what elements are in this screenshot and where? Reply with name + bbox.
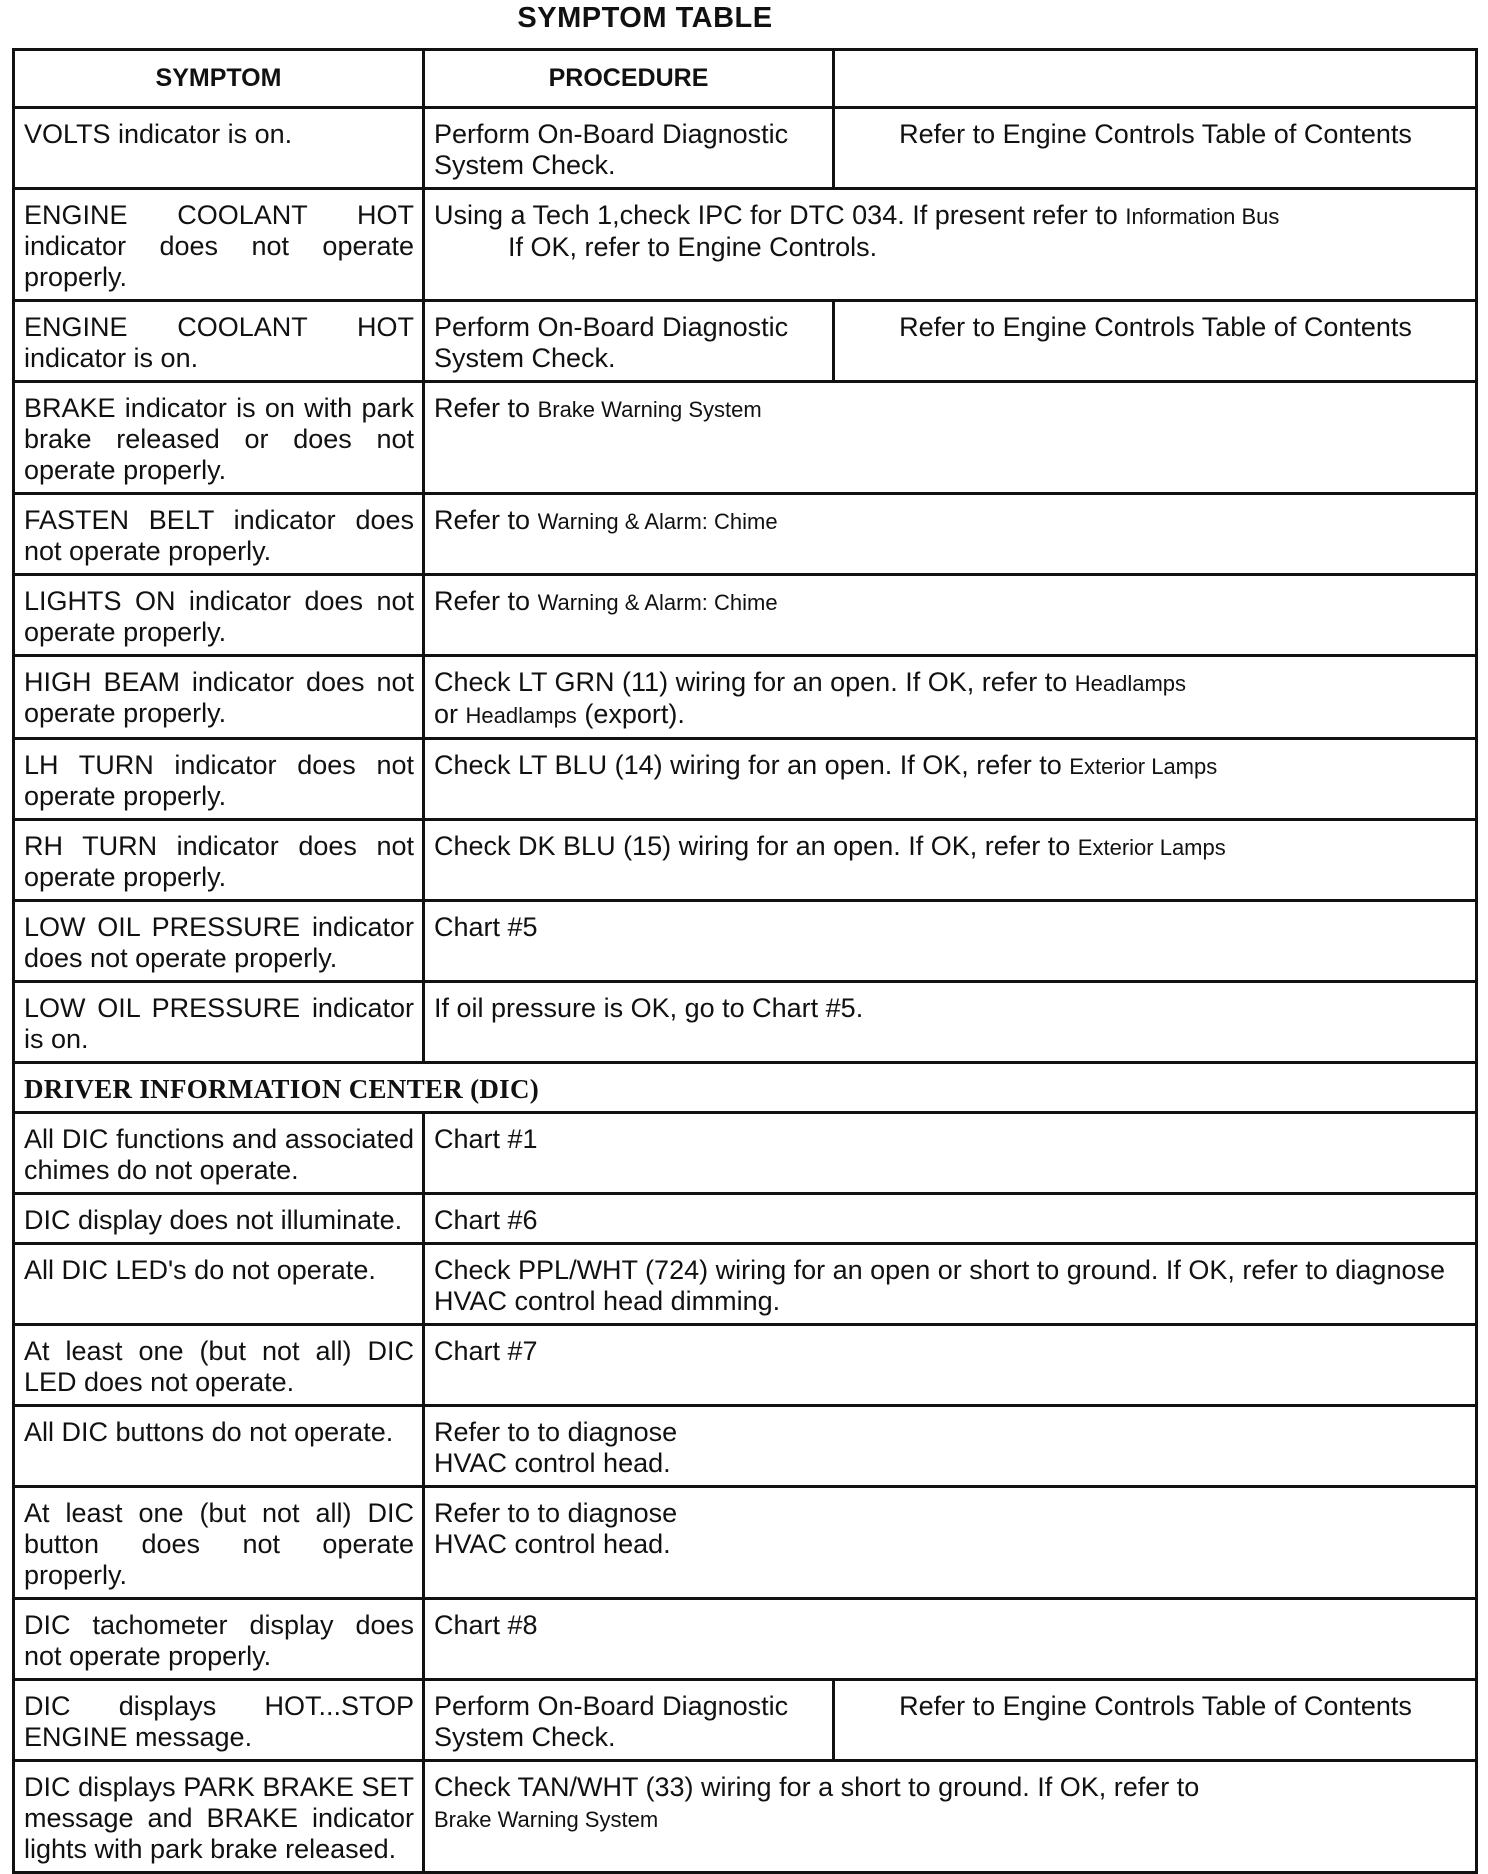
symptom-cell: At least one (but not all) DIC button does not operate properly. bbox=[14, 1487, 424, 1599]
note-cell: Refer to Engine Controls Table of Contents bbox=[834, 301, 1477, 382]
symptom-cell: All DIC LED's do not operate. bbox=[14, 1244, 424, 1325]
procedure-cell: Check PPL/WHT (724) wiring for an open or short to ground. If OK, refer to diagnose HVAC control head dimming. bbox=[424, 1244, 1477, 1325]
table-row bbox=[14, 820, 1477, 901]
table-row bbox=[14, 1325, 1477, 1406]
procedure-text: Refer to bbox=[434, 393, 531, 423]
reference-link[interactable]: Brake Warning System bbox=[434, 1807, 659, 1832]
symptom-cell: ENGINE COOLANT HOT indicator is on. bbox=[14, 301, 424, 382]
symptom-cell: HIGH BEAM indicator does not operate properly. bbox=[14, 656, 424, 739]
procedure-cell bbox=[424, 382, 1477, 494]
reference-link[interactable]: Warning & Alarm: Chime bbox=[537, 590, 778, 615]
procedure-cell bbox=[424, 820, 1477, 901]
symptom-cell: LOW OIL PRESSURE indicator does not operate properly. bbox=[14, 901, 424, 982]
reference-link[interactable]: Headlamps bbox=[465, 703, 577, 728]
procedure-text: Using a Tech 1,check IPC for DTC 034. If present refer to bbox=[434, 200, 1118, 230]
symptom-cell: DIC displays PARK BRAKE SET message and BRAKE indicator lights with park brake released. bbox=[14, 1761, 424, 1873]
section-heading: DRIVER INFORMATION CENTER (DIC) bbox=[14, 1063, 1477, 1113]
symptom-cell: DIC display does not illuminate. bbox=[14, 1194, 424, 1244]
procedure-text: Refer to to diagnose bbox=[434, 1498, 678, 1528]
symptom-cell: VOLTS indicator is on. bbox=[14, 108, 424, 189]
table-row bbox=[14, 1487, 1477, 1599]
symptom-cell: DIC displays HOT...STOP ENGINE message. bbox=[14, 1680, 424, 1761]
procedure-cell bbox=[424, 494, 1477, 575]
table-header-row bbox=[14, 50, 1477, 108]
reference-link[interactable]: Brake Warning System bbox=[537, 397, 762, 422]
procedure-cell: Perform On-Board Diagnostic System Check. bbox=[424, 1680, 834, 1761]
procedure-cell: Chart #8 bbox=[424, 1599, 1477, 1680]
procedure-cell: Chart #5 bbox=[424, 901, 1477, 982]
table-row bbox=[14, 1244, 1477, 1325]
reference-link[interactable]: Headlamps bbox=[1074, 671, 1187, 696]
procedure-text: HVAC control head. bbox=[434, 1529, 671, 1559]
symptom-cell: At least one (but not all) DIC LED does not operate. bbox=[14, 1325, 424, 1406]
procedure-cell bbox=[424, 1487, 1477, 1599]
table-row bbox=[14, 739, 1477, 820]
table-row bbox=[14, 1599, 1477, 1680]
procedure-text: (export). bbox=[584, 699, 685, 729]
table-row bbox=[14, 494, 1477, 575]
procedure-text: Refer to to diagnose bbox=[434, 1417, 678, 1447]
procedure-text: Refer to bbox=[434, 505, 531, 535]
procedure-text: HVAC control head. bbox=[434, 1448, 671, 1478]
table-row bbox=[14, 382, 1477, 494]
symptom-cell: LIGHTS ON indicator does not operate properly. bbox=[14, 575, 424, 656]
symptom-cell: FASTEN BELT indicator does not operate properly. bbox=[14, 494, 424, 575]
symptom-column-header: SYMPTOM bbox=[14, 50, 424, 108]
procedure-cell: Chart #6 bbox=[424, 1194, 1477, 1244]
procedure-text: Check DK BLU (15) wiring for an open. If OK, refer to bbox=[434, 831, 1071, 861]
procedure-cell bbox=[424, 656, 1477, 739]
reference-link[interactable]: Exterior Lamps bbox=[1077, 835, 1226, 860]
procedure-cell bbox=[424, 1406, 1477, 1487]
empty-column-header bbox=[834, 50, 1477, 108]
procedure-cell: Chart #1 bbox=[424, 1113, 1477, 1194]
procedure-cell bbox=[424, 189, 1477, 301]
symptom-cell: DIC tachometer display does not operate properly. bbox=[14, 1599, 424, 1680]
procedure-cell bbox=[424, 575, 1477, 656]
table-row bbox=[14, 656, 1477, 739]
symptom-cell: All DIC functions and associated chimes do not operate. bbox=[14, 1113, 424, 1194]
procedure-text: Check LT BLU (14) wiring for an open. If OK, refer to bbox=[434, 750, 1062, 780]
procedure-cell: Chart #7 bbox=[424, 1325, 1477, 1406]
symptom-cell: All DIC buttons do not operate. bbox=[14, 1406, 424, 1487]
procedure-cell: Perform On-Board Diagnostic System Check. bbox=[424, 108, 834, 189]
procedure-text: If OK, refer to Engine Controls. bbox=[508, 232, 878, 262]
note-cell: Refer to Engine Controls Table of Contents bbox=[834, 108, 1477, 189]
procedure-text: Check TAN/WHT (33) wiring for a short to ground. If OK, refer to bbox=[434, 1772, 1200, 1802]
table-row bbox=[14, 982, 1477, 1063]
table-row bbox=[14, 301, 1477, 382]
reference-link[interactable]: Information Bus bbox=[1125, 204, 1280, 229]
table-row bbox=[14, 575, 1477, 656]
table-row bbox=[14, 901, 1477, 982]
reference-link[interactable]: Warning & Alarm: Chime bbox=[537, 509, 778, 534]
symptom-cell: LH TURN indicator does not operate properly. bbox=[14, 739, 424, 820]
table-row bbox=[14, 1680, 1477, 1761]
procedure-text: Check LT GRN (11) wiring for an open. If OK, refer to bbox=[434, 667, 1068, 697]
table-row bbox=[14, 189, 1477, 301]
procedure-cell: Perform On-Board Diagnostic System Check. bbox=[424, 301, 834, 382]
symptom-cell: ENGINE COOLANT HOT indicator does not operate properly. bbox=[14, 189, 424, 301]
procedure-text: Refer to bbox=[434, 586, 531, 616]
table-row bbox=[14, 1406, 1477, 1487]
procedure-cell: If oil pressure is OK, go to Chart #5. bbox=[424, 982, 1477, 1063]
procedure-cell bbox=[424, 739, 1477, 820]
table-row bbox=[14, 1194, 1477, 1244]
table-row bbox=[14, 1113, 1477, 1194]
page-title: SYMPTOM TABLE bbox=[517, 2, 773, 34]
symptom-table bbox=[12, 48, 1478, 1874]
note-cell: Refer to Engine Controls Table of Contents bbox=[834, 1680, 1477, 1761]
symptom-cell: LOW OIL PRESSURE indicator is on. bbox=[14, 982, 424, 1063]
symptom-cell: BRAKE indicator is on with park brake released or does not operate properly. bbox=[14, 382, 424, 494]
procedure-column-header: PROCEDURE bbox=[424, 50, 834, 108]
symptom-cell: RH TURN indicator does not operate properly. bbox=[14, 820, 424, 901]
table-row bbox=[14, 108, 1477, 189]
reference-link[interactable]: Exterior Lamps bbox=[1069, 754, 1218, 779]
procedure-text: or bbox=[434, 699, 459, 729]
section-row bbox=[14, 1063, 1477, 1113]
